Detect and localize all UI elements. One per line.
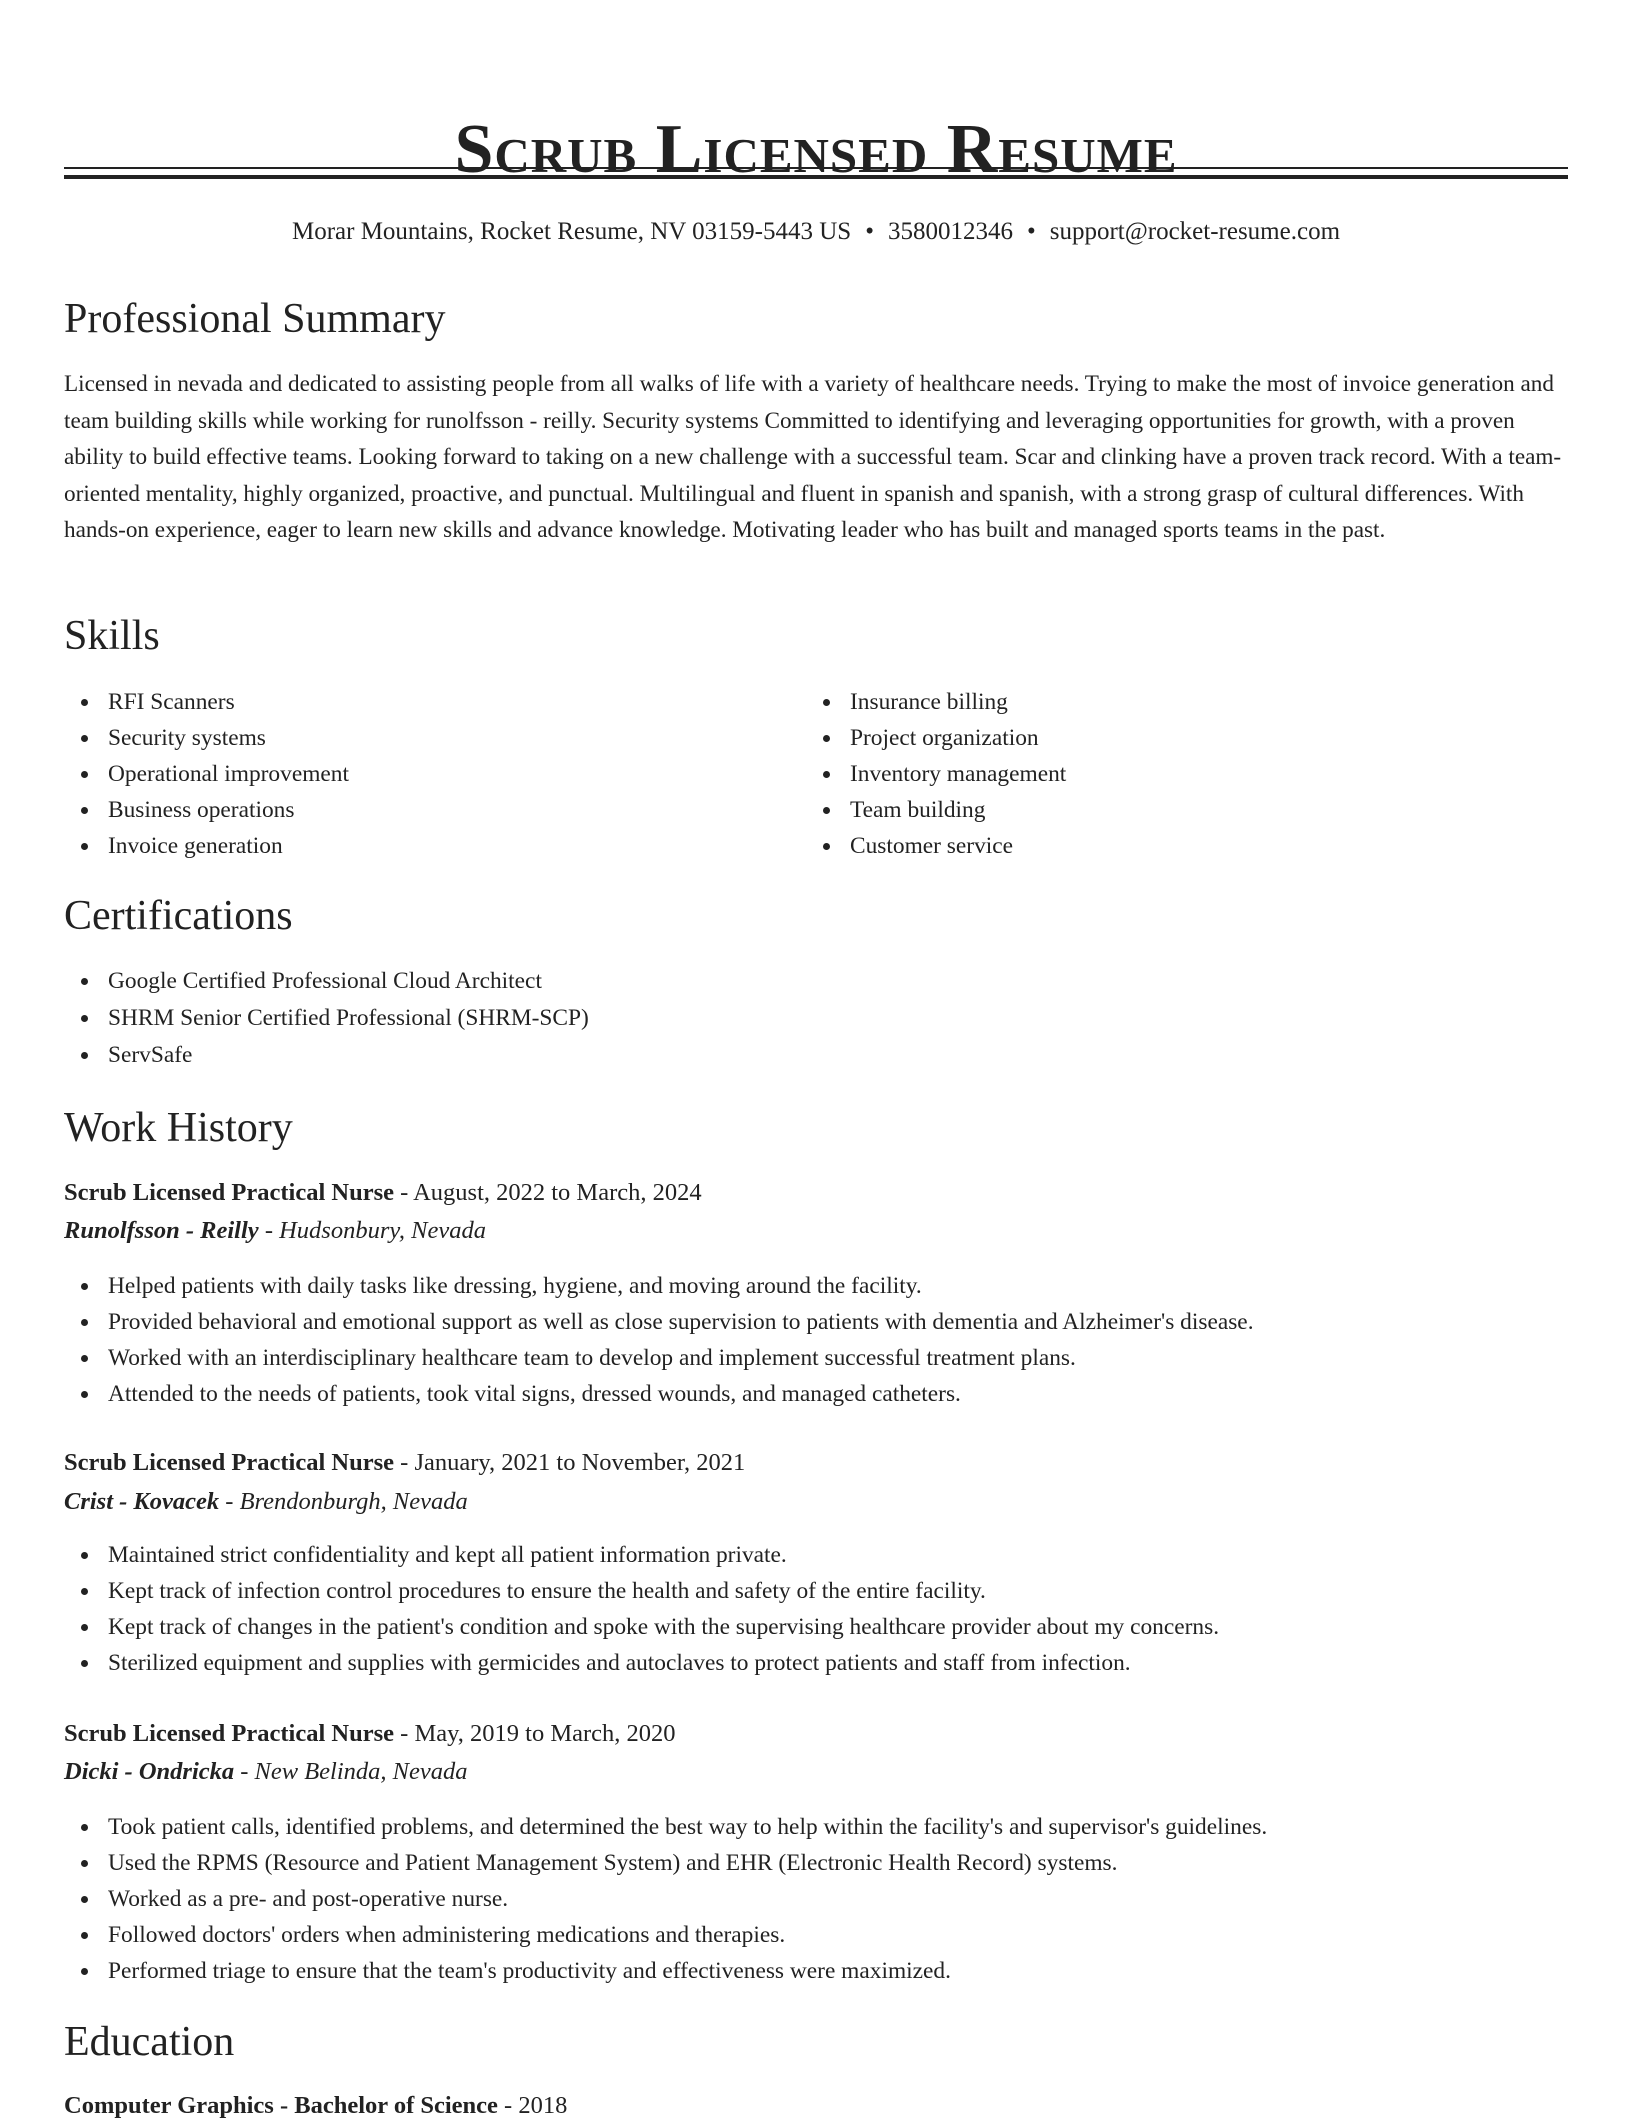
job-duty-item: Kept track of infection control procedures to ensure the health and safety of the entire facility. <box>64 1573 1219 1609</box>
job-employer <box>64 1754 468 1790</box>
job-duty-item: Worked as a pre- and post-operative nurse. <box>64 1881 1267 1917</box>
contact-separator: • <box>1026 218 1036 245</box>
job-duty-item: Maintained strict confidentiality and kept all patient information private. <box>64 1537 1219 1573</box>
job-dates: - January, 2021 to November, 2021 <box>394 1449 746 1476</box>
certification-item: Google Certified Professional Cloud Architect <box>64 963 589 999</box>
job-dates: - August, 2022 to March, 2024 <box>394 1179 702 1206</box>
skills-heading: Skills <box>64 613 160 659</box>
contact-separator: • <box>865 218 874 245</box>
skill-item: Business operations <box>64 792 349 828</box>
job-duty-item: Attended to the needs of patients, took vital signs, dressed wounds, and managed catheters. <box>64 1376 1254 1412</box>
job-duty-item: Followed doctors' orders when administering medications and therapies. <box>64 1917 1267 1953</box>
skills-list-left <box>64 684 349 864</box>
skill-item: Operational improvement <box>64 756 349 792</box>
resume-title: Scrub Licensed Resume <box>454 110 1178 188</box>
education-degree: Computer Graphics - Bachelor of Science <box>64 2092 498 2119</box>
skill-item: Security systems <box>64 720 349 756</box>
certification-item: ServSafe <box>64 1037 589 1073</box>
contact-address: Morar Mountains, Rocket Resume, NV 03159-5443 US <box>291 218 852 245</box>
job-duties-list <box>64 1537 1219 1681</box>
summary-heading: Professional Summary <box>64 296 446 342</box>
job-duty-item: Kept track of changes in the patient's condition and spoke with the supervising healthcare provider about my concerns. <box>64 1609 1219 1645</box>
skill-item: Project organization <box>806 720 1066 756</box>
contact-phone: 3580012346 <box>887 218 1013 245</box>
job-company: Dicki - Ondricka <box>64 1758 235 1785</box>
job-title: Scrub Licensed Practical Nurse <box>64 1720 395 1747</box>
job-company: Runolfsson - Reilly <box>64 1217 259 1244</box>
certifications-list <box>64 963 589 1073</box>
contact-line <box>64 214 1568 250</box>
job-duty-item: Sterilized equipment and supplies with germicides and autoclaves to protect patients and staff from infection. <box>64 1645 1219 1681</box>
title-divider-thin <box>64 167 1568 169</box>
contact-email: support@rocket-resume.com <box>1049 218 1341 245</box>
title-divider-thick <box>64 175 1568 179</box>
job-duty-item: Took patient calls, identified problems, and determined the best way to help within the facility's and supervisor's guidelines. <box>64 1809 1267 1845</box>
job-header <box>64 1175 702 1211</box>
job-dates: - May, 2019 to March, 2020 <box>394 1720 676 1747</box>
job-duties-list <box>64 1268 1254 1412</box>
certification-item: SHRM Senior Certified Professional (SHRM-SCP) <box>64 1000 589 1036</box>
skill-item: RFI Scanners <box>64 684 349 720</box>
job-duty-item: Used the RPMS (Resource and Patient Management System) and EHR (Electronic Health Record) systems. <box>64 1845 1267 1881</box>
job-duty-item: Performed triage to ensure that the team's productivity and effectiveness were maximized. <box>64 1953 1267 1989</box>
job-employer <box>64 1484 468 1520</box>
skills-list-right <box>806 684 1066 864</box>
job-location: - New Belinda, Nevada <box>234 1758 468 1785</box>
work-history-heading: Work History <box>64 1105 293 1151</box>
skill-item: Customer service <box>806 828 1066 864</box>
skill-item: Invoice generation <box>64 828 349 864</box>
job-location: - Brendonburgh, Nevada <box>219 1488 468 1515</box>
job-duty-item: Helped patients with daily tasks like dressing, hygiene, and moving around the facility. <box>64 1268 1254 1304</box>
job-employer <box>64 1213 486 1249</box>
certifications-heading: Certifications <box>64 893 293 939</box>
skill-item: Inventory management <box>806 756 1066 792</box>
job-duty-item: Worked with an interdisciplinary healthcare team to develop and implement successful treatment plans. <box>64 1340 1254 1376</box>
job-location: - Hudsonbury, Nevada <box>258 1217 486 1244</box>
job-title: Scrub Licensed Practical Nurse <box>64 1179 395 1206</box>
job-header <box>64 1716 676 1752</box>
skill-item: Insurance billing <box>806 684 1066 720</box>
job-header <box>64 1445 745 1481</box>
summary-text: Licensed in nevada and dedicated to assisting people from all walks of life with a variety of healthcare needs. Trying to make the most of invoice generation and team building skills while working for runolfsson - reilly. Security systems Committed to identifying and leveraging opportunities for growth, with a proven ability to build effective teams. Looking forward to taking on a new challenge with a successful team. Scar and clinking have a proven track record. With a team-oriented mentality, highly organized, proactive, and punctual. Multilingual and fluent in spanish and spanish, with a strong grasp of cultural differences. With hands-on experience, eager to learn new skills and advance knowledge. Motivating leader who has built and managed sports teams in the past. <box>64 371 1562 543</box>
education-entry <box>64 2088 567 2124</box>
education-heading: Education <box>64 2019 235 2065</box>
job-company: Crist - Kovacek <box>64 1488 220 1515</box>
job-duty-item: Provided behavioral and emotional support as well as close supervision to patients with dementia and Alzheimer's disease. <box>64 1304 1254 1340</box>
job-duties-list <box>64 1809 1267 1989</box>
education-year: - 2018 <box>497 2092 568 2119</box>
job-title: Scrub Licensed Practical Nurse <box>64 1449 395 1476</box>
skill-item: Team building <box>806 792 1066 828</box>
